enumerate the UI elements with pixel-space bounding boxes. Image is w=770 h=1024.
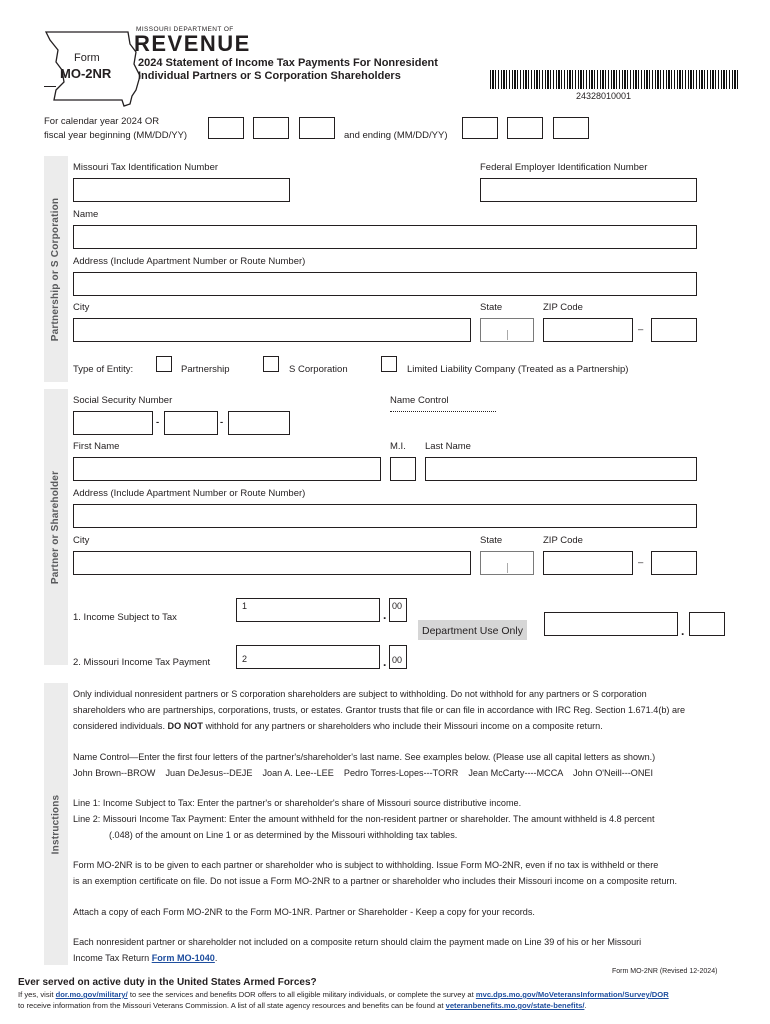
partner-zip-input[interactable] [543, 551, 633, 575]
partnership-section-label: Partnership or S Corporation [50, 197, 62, 341]
partnership-checkbox[interactable] [156, 356, 172, 372]
instructions-paragraph-5 [73, 904, 729, 920]
instr-p6-pre: Income Tax Return [73, 953, 150, 963]
s-corporation-option-label: S Corporation [289, 364, 348, 375]
line1-amount-input[interactable] [236, 598, 380, 622]
partner-city-label: City [73, 535, 90, 546]
line2-number: 2 [242, 654, 248, 664]
end-month-input[interactable] [462, 117, 498, 139]
ssn-dash-1: - [156, 417, 160, 428]
instr-p5-line1: Attach a copy of each Form MO-2NR to the Form MO-1NR. Partner or Shareholder - Keep a copy for your records. [73, 907, 535, 917]
partner-city-input[interactable] [73, 551, 471, 575]
partnership-section-bar [44, 156, 68, 382]
period-line2: fiscal year beginning (MM/DD/YY) [44, 130, 188, 141]
dept-use-cents-box [689, 612, 725, 636]
instr-p3-line3: (.048) of the amount on Line 1 or as determined by the Missouri withholding tax tables. [109, 830, 458, 840]
military-line1 [18, 990, 669, 999]
partner-address-label: Address (Include Apartment Number or Route Number) [73, 488, 306, 499]
partnership-city-input[interactable] [73, 318, 471, 342]
military-title: Ever served on active duty in the United States Armed Forces? [18, 977, 317, 988]
form-mo1040-link[interactable]: Form MO-1040 [151, 953, 215, 963]
instructions-section-bar [44, 683, 68, 965]
form-title-line2: Individual Partners or S Corporation Shareholders [138, 70, 401, 82]
ssn-dash-2: - [220, 417, 224, 428]
instr-p1-pre: considered individuals. [73, 721, 166, 731]
end-year-input[interactable] [553, 117, 589, 139]
partner-zip-dash: – [638, 557, 644, 568]
partnership-zip-label: ZIP Code [543, 302, 583, 313]
instr-p6-line2 [73, 950, 729, 966]
instr-p6-line1: Each nonresident partner or shareholder not included on a composite return should claim the payment made on Line 39 of his or her Missouri [73, 937, 642, 947]
partnership-city-label: City [73, 302, 90, 313]
agency-top: MISSOURI DEPARTMENT OF [136, 26, 234, 33]
military-line1-pre: If yes, visit [18, 990, 54, 999]
line1-number: 1 [242, 601, 248, 611]
begin-month-input[interactable] [208, 117, 244, 139]
veteran-benefits-link[interactable]: veteranbenefits.mo.gov/state-benefits/ [445, 1001, 585, 1010]
partnership-zip-input[interactable] [543, 318, 633, 342]
mo-tax-id-input[interactable] [73, 178, 290, 202]
dept-use-badge [418, 620, 527, 640]
military-line1-mid: to see the services and benefits DOR offers to all eligible military individuals, or complete the survey at [129, 990, 474, 999]
instr-p1-line1: Only individual nonresident partners or S corporation shareholders are subject to withholding. Do not withhold for any partners or S corporation [73, 689, 647, 699]
period-line1: For calendar year 2024 OR [44, 116, 160, 127]
line1-label: 1. Income Subject to Tax [73, 612, 177, 623]
partner-address-input[interactable] [73, 504, 697, 528]
line2-decimal: . [383, 655, 387, 669]
partner-section-bar [44, 389, 68, 665]
instr-p6-post: . [214, 953, 218, 963]
instr-p1-post: withhold for any partners or shareholders who include their Missouri income on a composite return. [205, 721, 603, 731]
partnership-name-input[interactable] [73, 225, 697, 249]
end-day-input[interactable] [507, 117, 543, 139]
entity-type-label: Type of Entity: [73, 364, 134, 375]
military-line2-post: . [584, 1001, 587, 1010]
instr-p2-line1: Name Control—Enter the first four letters of the partner's/shareholder's last name. See examples below. (Please use all capital letters as shown.) [73, 752, 656, 762]
military-line2 [18, 1001, 587, 1010]
line2-amount-input[interactable] [236, 645, 380, 669]
instructions-paragraph-2 [73, 749, 729, 781]
line2-cents-input[interactable] [389, 645, 407, 669]
s-corporation-checkbox[interactable] [263, 356, 279, 372]
first-name-input[interactable] [73, 457, 381, 481]
form-label: Form [74, 52, 100, 64]
fein-label: Federal Employer Identification Number [480, 162, 648, 173]
dept-use-amount-box [544, 612, 678, 636]
ssn-label: Social Security Number [73, 395, 173, 406]
partnership-name-label: Name [73, 209, 99, 220]
instr-p3-line1: Line 1: Income Subject to Tax: Enter the partner's or shareholder's share of Missouri source distributive income. [73, 798, 522, 808]
instr-p1-line3 [73, 718, 729, 734]
form-number: MO-2NR [60, 66, 112, 81]
last-name-input[interactable] [425, 457, 697, 481]
ending-label: and ending (MM/DD/YY) [344, 130, 448, 141]
begin-year-input[interactable] [299, 117, 335, 139]
dept-use-label: Department Use Only [422, 625, 523, 637]
instr-p2-line2: John Brown--BROW Juan DeJesus--DEJE Joan A. Lee--LEE Pedro Torres-Lopes---TORR Jean McCarty----MCCA John O'Neill---ONEI [73, 768, 654, 778]
line1-cents: 00 [392, 601, 403, 611]
partnership-address-input[interactable] [73, 272, 697, 296]
partnership-option-label: Partnership [181, 364, 230, 375]
agency-logo: REVENUE [134, 31, 251, 56]
instructions-paragraph-1 [73, 686, 729, 734]
line1-cents-input[interactable] [389, 598, 407, 622]
ssn-part3-input[interactable] [228, 411, 290, 435]
instr-p3-line2: Line 2: Missouri Income Tax Payment: Enter the amount withheld for the non-resident partner or shareholder. The amount withheld is 4.8 percent [73, 814, 655, 824]
dept-use-decimal: . [681, 624, 685, 638]
partner-zip4-input[interactable] [651, 551, 697, 575]
partner-state-divider [507, 563, 508, 573]
mo-tax-id-label: Missouri Tax Identification Number [73, 162, 219, 173]
line2-cents: 00 [392, 655, 403, 665]
mi-label: M.I. [390, 441, 406, 452]
ssn-part2-input[interactable] [164, 411, 218, 435]
line2-label: 2. Missouri Income Tax Payment [73, 657, 211, 668]
ssn-part1-input[interactable] [73, 411, 153, 435]
partner-state-label: State [480, 535, 503, 546]
llc-checkbox[interactable] [381, 356, 397, 372]
instr-p1-bold: DO NOT [167, 721, 203, 731]
name-control-label: Name Control [390, 395, 449, 406]
barcode-number: 24328010001 [576, 91, 632, 101]
fein-input[interactable] [480, 178, 697, 202]
partner-section-label: Partner or Shareholder [50, 470, 62, 584]
instr-p4-line2: is an exemption certificate on file. Do not issue a Form MO-2NR to a partner or shareholder who includes their Missouri income on a composite return. [73, 876, 677, 886]
partnership-zip-dash: – [638, 324, 644, 335]
dor-military-link[interactable]: dor.mo.gov/military/ [55, 990, 128, 999]
form-number-rule [44, 86, 56, 87]
revision-label: Form MO-2NR (Revised 12-2024) [612, 968, 718, 975]
line1-decimal: . [383, 608, 387, 622]
instructions-paragraph-6 [73, 934, 729, 966]
last-name-label: Last Name [425, 441, 471, 452]
instr-p1-line2: shareholders who are partnerships, corporations, trusts, or estates. Grantor trusts that file or can file in accordance with IRC Reg. Section 1.671.4(b) are [73, 705, 686, 715]
begin-day-input[interactable] [253, 117, 289, 139]
instructions-paragraph-3 [73, 795, 729, 843]
first-name-label: First Name [73, 441, 120, 452]
name-control-input[interactable] [390, 411, 496, 435]
partnership-address-label: Address (Include Apartment Number or Route Number) [73, 256, 306, 267]
partner-zip-label: ZIP Code [543, 535, 583, 546]
military-line2-pre: to receive information from the Missouri Veterans Commission. A list of all state agency resources and benefits can be found at [18, 1001, 444, 1010]
partnership-zip4-input[interactable] [651, 318, 697, 342]
instructions-section-label: Instructions [50, 794, 62, 854]
barcode [490, 70, 740, 89]
instructions-paragraph-4 [73, 857, 729, 889]
form-title-line1: 2024 Statement of Income Tax Payments For Nonresident [138, 57, 438, 69]
partnership-state-label: State [480, 302, 503, 313]
mvc-survey-link[interactable]: mvc.dps.mo.gov/MoVeteransInformation/Survey/DOR [475, 990, 669, 999]
instr-p4-line1: Form MO-2NR is to be given to each partner or shareholder who is subject to withholding. Issue Form MO-2NR, even if no tax is withheld or there [73, 860, 659, 870]
llc-option-label: Limited Liability Company (Treated as a Partnership) [407, 364, 629, 375]
mi-input[interactable] [390, 457, 416, 481]
state-divider [507, 330, 508, 340]
